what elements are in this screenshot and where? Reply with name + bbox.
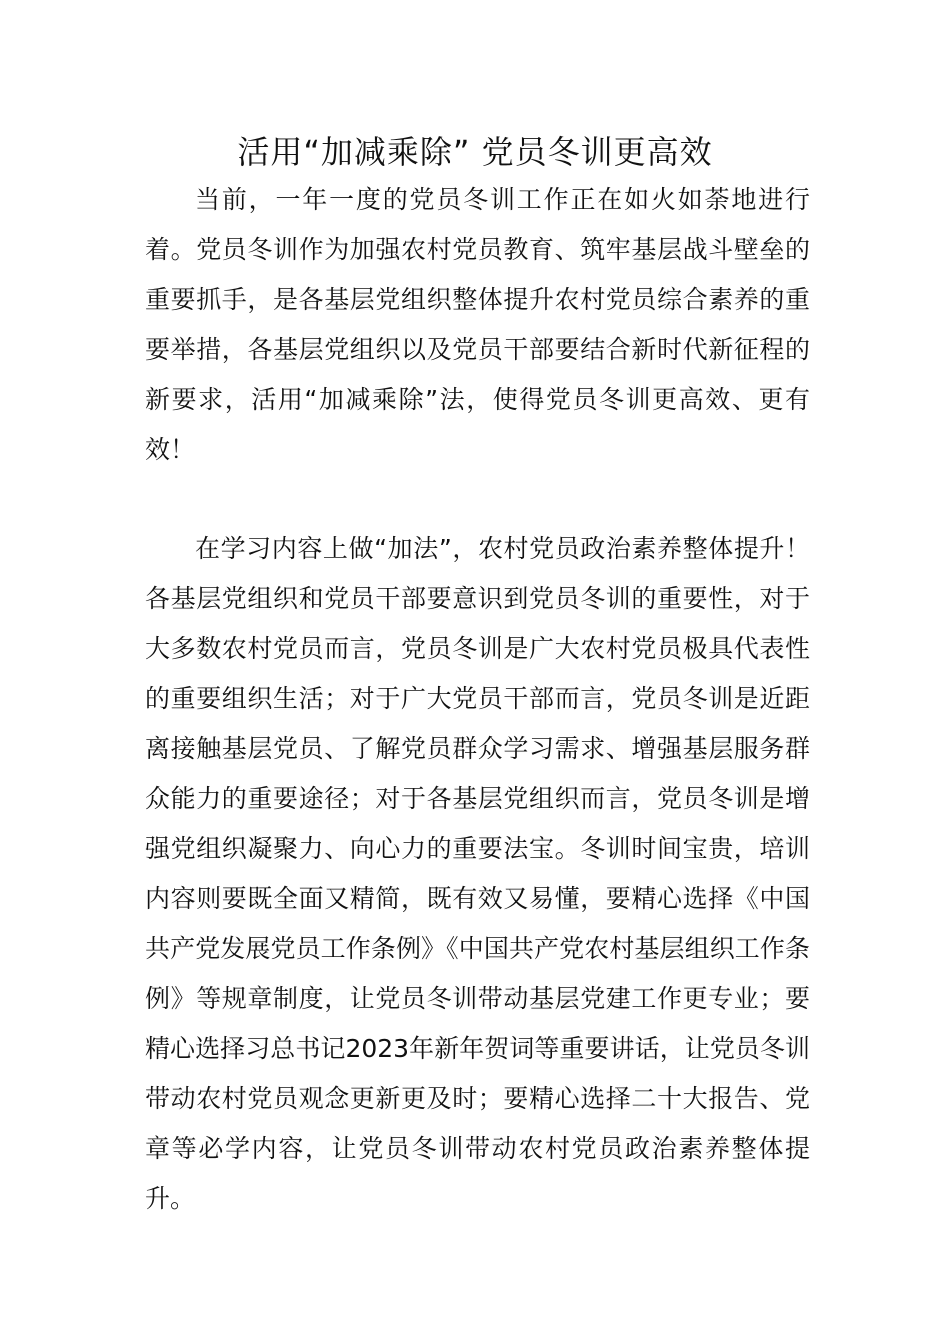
document-title: 活用“加减乘除” 党员冬训更高效 <box>237 133 713 171</box>
paragraph-intro: 当前，一年一度的党员冬训工作正在如火如荼地进行着。党员冬训作为加强农村党员教育、筑牢基层战斗壁垒的重要抓手，是各基层党组织整体提升农村党员综合素养的重要举措，各基层党组织以及党员干部要结合新时代新征程的新要求，活用“加减乘除”法，使得党员冬训更高效、更有效！ <box>145 185 810 464</box>
paragraph-addition: 在学习内容上做“加法”，农村党员政治素养整体提升！各基层党组织和党员干部要意识到党员冬训的重要性，对于大多数农村党员而言，党员冬训是广大农村党员极具代表性的重要组织生活；对于广大党员干部而言，党员冬训是近距离接触基层党员、了解党员群众学习需求、增强基层服务群众能力的重要途径；对于各基层党组织而言，党员冬训是增强党组织凝聚力、向心力的重要法宝。冬训时间宝贵，培训内容则要既全面又精简，既有效又易懂，要精心选择《中国共产党发展党员工作条例》《中国共产党农村基层组织工作条例》等规章制度，让党员冬训带动基层党建工作更专业；要精心选择习总书记2023年新年贺词等重要讲话，让党员冬训带动农村党员观念更新更及时；要精心选择二十大报告、党章等必学内容，让党员冬训带动农村党员政治素养整体提升。 <box>145 534 810 1213</box>
